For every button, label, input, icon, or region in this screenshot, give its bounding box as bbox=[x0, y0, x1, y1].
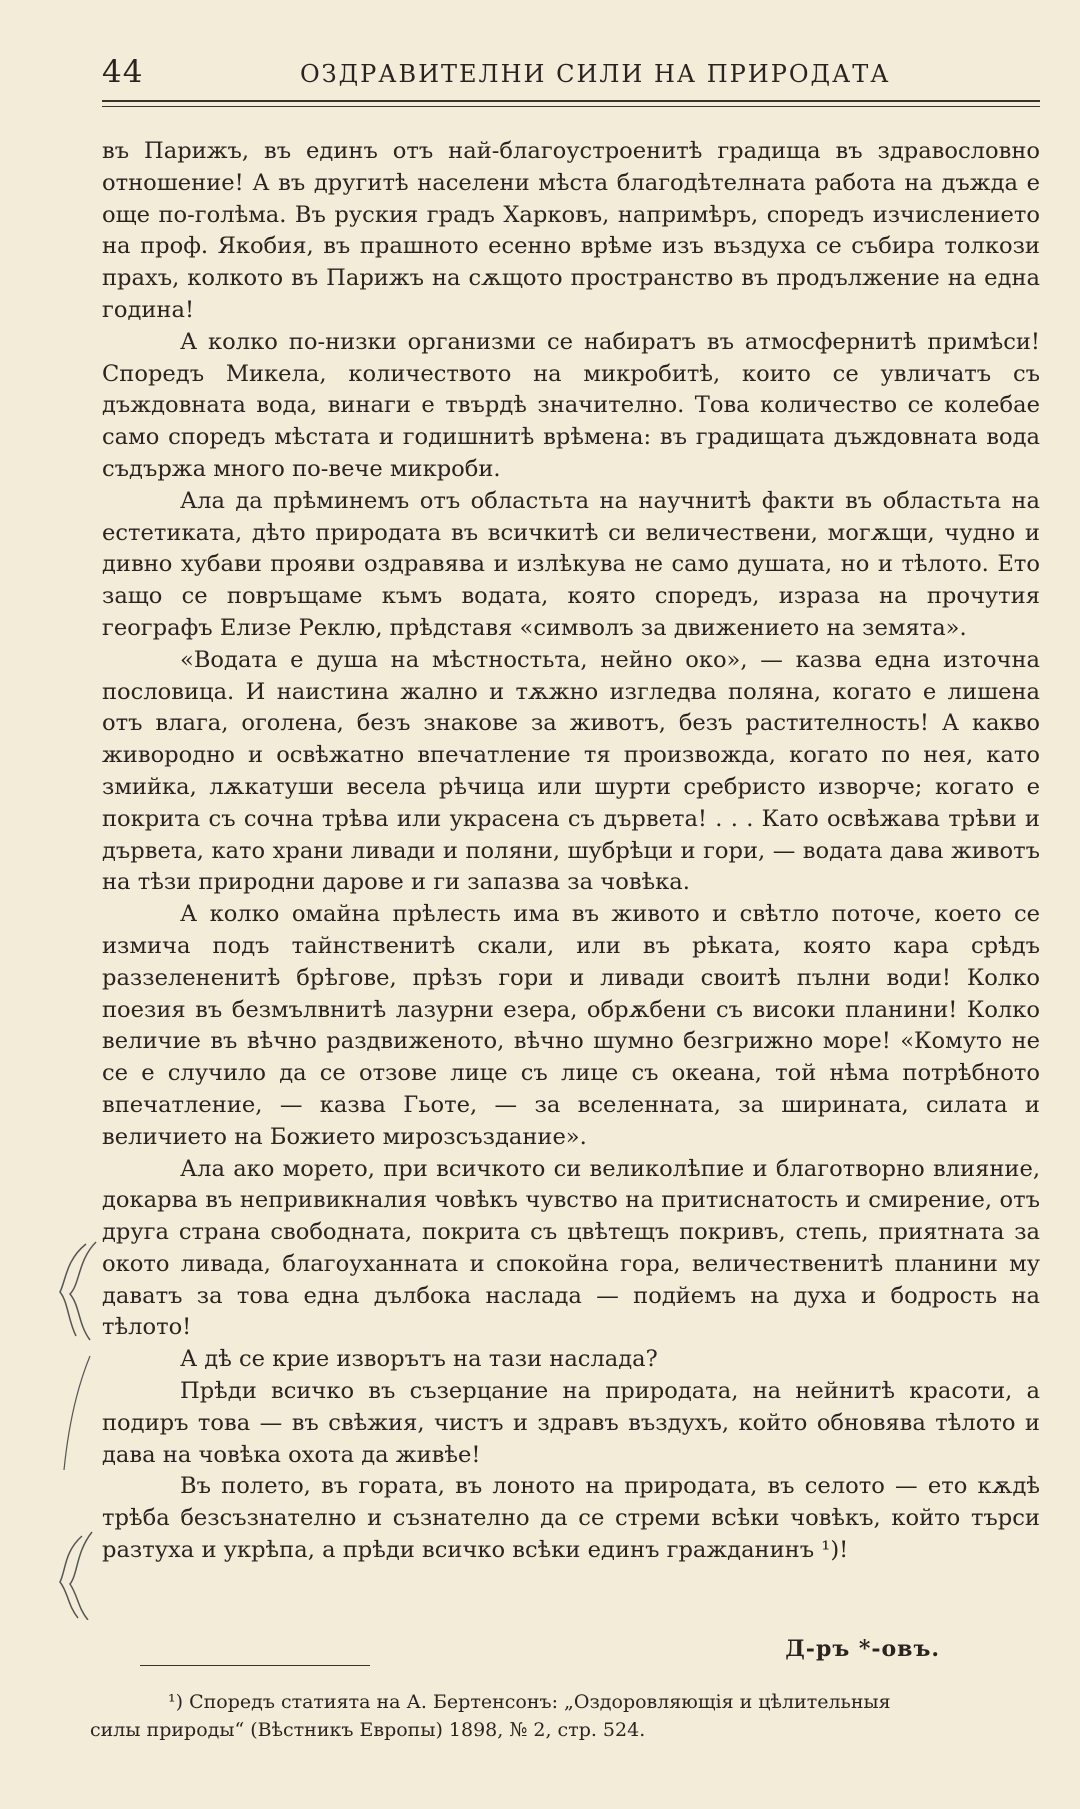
header-rule-thin bbox=[102, 106, 1040, 107]
author-signature: Д-ръ *-овъ. bbox=[785, 1636, 940, 1662]
paragraph: Ала да прѣминемъ отъ областьта на научнитѣ факти въ областьта на естетиката, дѣто природата въ всичкитѣ си величествени, могѫщи, чудно и дивно хубави прояви оздравява и излѣкува не само душата, но и тѣлото. Ето защо се повръщаме къмъ водата, която споредъ, израза на прочутия географъ Елизе Реклю, прѣдставя «символъ за движението на земята». bbox=[102, 487, 1040, 641]
paragraph: А колко омайна прѣлесть има въ живото и свѣтло поточе, което се измича подъ тайнственитѣ скали, или въ рѣката, която кара срѣдъ раззелененитѣ брѣгове, прѣзъ гори и ливади своитѣ пълни води! Колко поезия въ безмълвнитѣ лазурни езера, обрѫбени съ високи планини! Колко величие въ вѣчно раздвиженото, вѣчно шумно безгрижно море! «Комуто не се е случило да се отзове лице съ лице съ океана, той нѣма потрѣбното впечатление, — казва Гьоте, — за вселенната, за ширината, силата и величието на Божието мирозсъздание». bbox=[102, 901, 1040, 1150]
margin-pencil-mark bbox=[56, 1240, 100, 1620]
page-number: 44 bbox=[102, 54, 144, 90]
running-title: ОЗДРАВИТЕЛНИ СИЛИ НА ПРИРОДАТА bbox=[300, 60, 891, 88]
paragraph: Ала ако морето, при всичкото си великолѣпие и благотворно влияние, докарва въ непривикналия човѣкъ чувство на притиснатость и смирение, отъ друга страна свободната, покрита съ цвѣтещъ покривъ, степь, приятната за окото ливада, благоуханната и спокойна гора, величественитѣ планини му даватъ за това една дълбока наслада — подйемъ на духа и бодрость на тѣлото! bbox=[102, 1155, 1040, 1341]
footnote-line: силы природы“ (Вѣстникъ Европы) 1898, № 2, стр. 524. bbox=[90, 1719, 646, 1741]
paragraph: въ Парижъ, въ единъ отъ най-благоустроенитѣ градища въ здравословно отношение! А въ другитѣ населени мѣста благодѣтелната работа на дъжда е още по-голѣма. Въ руския градъ Харковъ, напримѣръ, споредъ изчислението на проф. Якобия, въ прашното есенно врѣме изъ въздуха се събира толкози прахъ, колкото въ Парижъ на сѫщото пространство въ продължение на една година! bbox=[102, 138, 1040, 323]
footnote-line: ¹) Споредъ статията на А. Бертенсонъ: „Оздоровляющія и цѣлительныя bbox=[168, 1691, 891, 1713]
header-rule bbox=[102, 100, 1040, 102]
body-text bbox=[102, 136, 1040, 1567]
paragraph: Прѣди всичко въ съзерцание на природата, на нейнитѣ красоти, а подиръ това — въ свѣжия, чистъ и здравъ въздухъ, който обновява тѣлото и дава на човѣка охота да живѣе! bbox=[102, 1378, 1040, 1468]
paragraph: А колко по-низки организми се набиратъ въ атмосфернитѣ примѣси! Споредъ Микела, количеството на микробитѣ, които се увличатъ съ дъждовната вода, винаги е твърдѣ значително. Това количество се колебае само споредъ мѣстата и годишнитѣ врѣмена: въ градищата дъждовната вода съдържа много по-вече микроби. bbox=[102, 328, 1040, 482]
footnote bbox=[90, 1688, 1040, 1744]
paragraph: Въ полето, въ гората, въ лоното на природата, въ селото — ето кѫдѣ трѣба безсъзнателно и съзнателно да се стреми всѣки човѣкъ, който търси разтуха и укрѣпа, а прѣди всичко всѣки единъ гражданинъ ¹)! bbox=[102, 1473, 1040, 1564]
footnote-rule bbox=[140, 1665, 370, 1666]
paragraph: А дѣ се крие изворътъ на тази наслада? bbox=[180, 1346, 658, 1373]
page-header bbox=[102, 54, 1040, 90]
paragraph: «Водата е душа на мѣстностьта, нейно око», — казва една източна пословица. И наистина жално и тѫжно изгледва поляна, когато е лишена отъ влага, оголена, безъ знакове за животъ, безъ растителность! А какво живородно и освѣжатно впечатление тя произвожда, когато по нея, като змийка, лѫкатуши весела рѣчица или шурти сребристо изворче; когато е покрита съ сочна трѣва или украсена съ дървета! . . . Като освѣжава трѣви и дървета, като храни ливади и поляни, шубрѣци и гори, — водата дава животъ на тѣзи природни дарове и ги запазва за човѣка. bbox=[102, 646, 1040, 896]
